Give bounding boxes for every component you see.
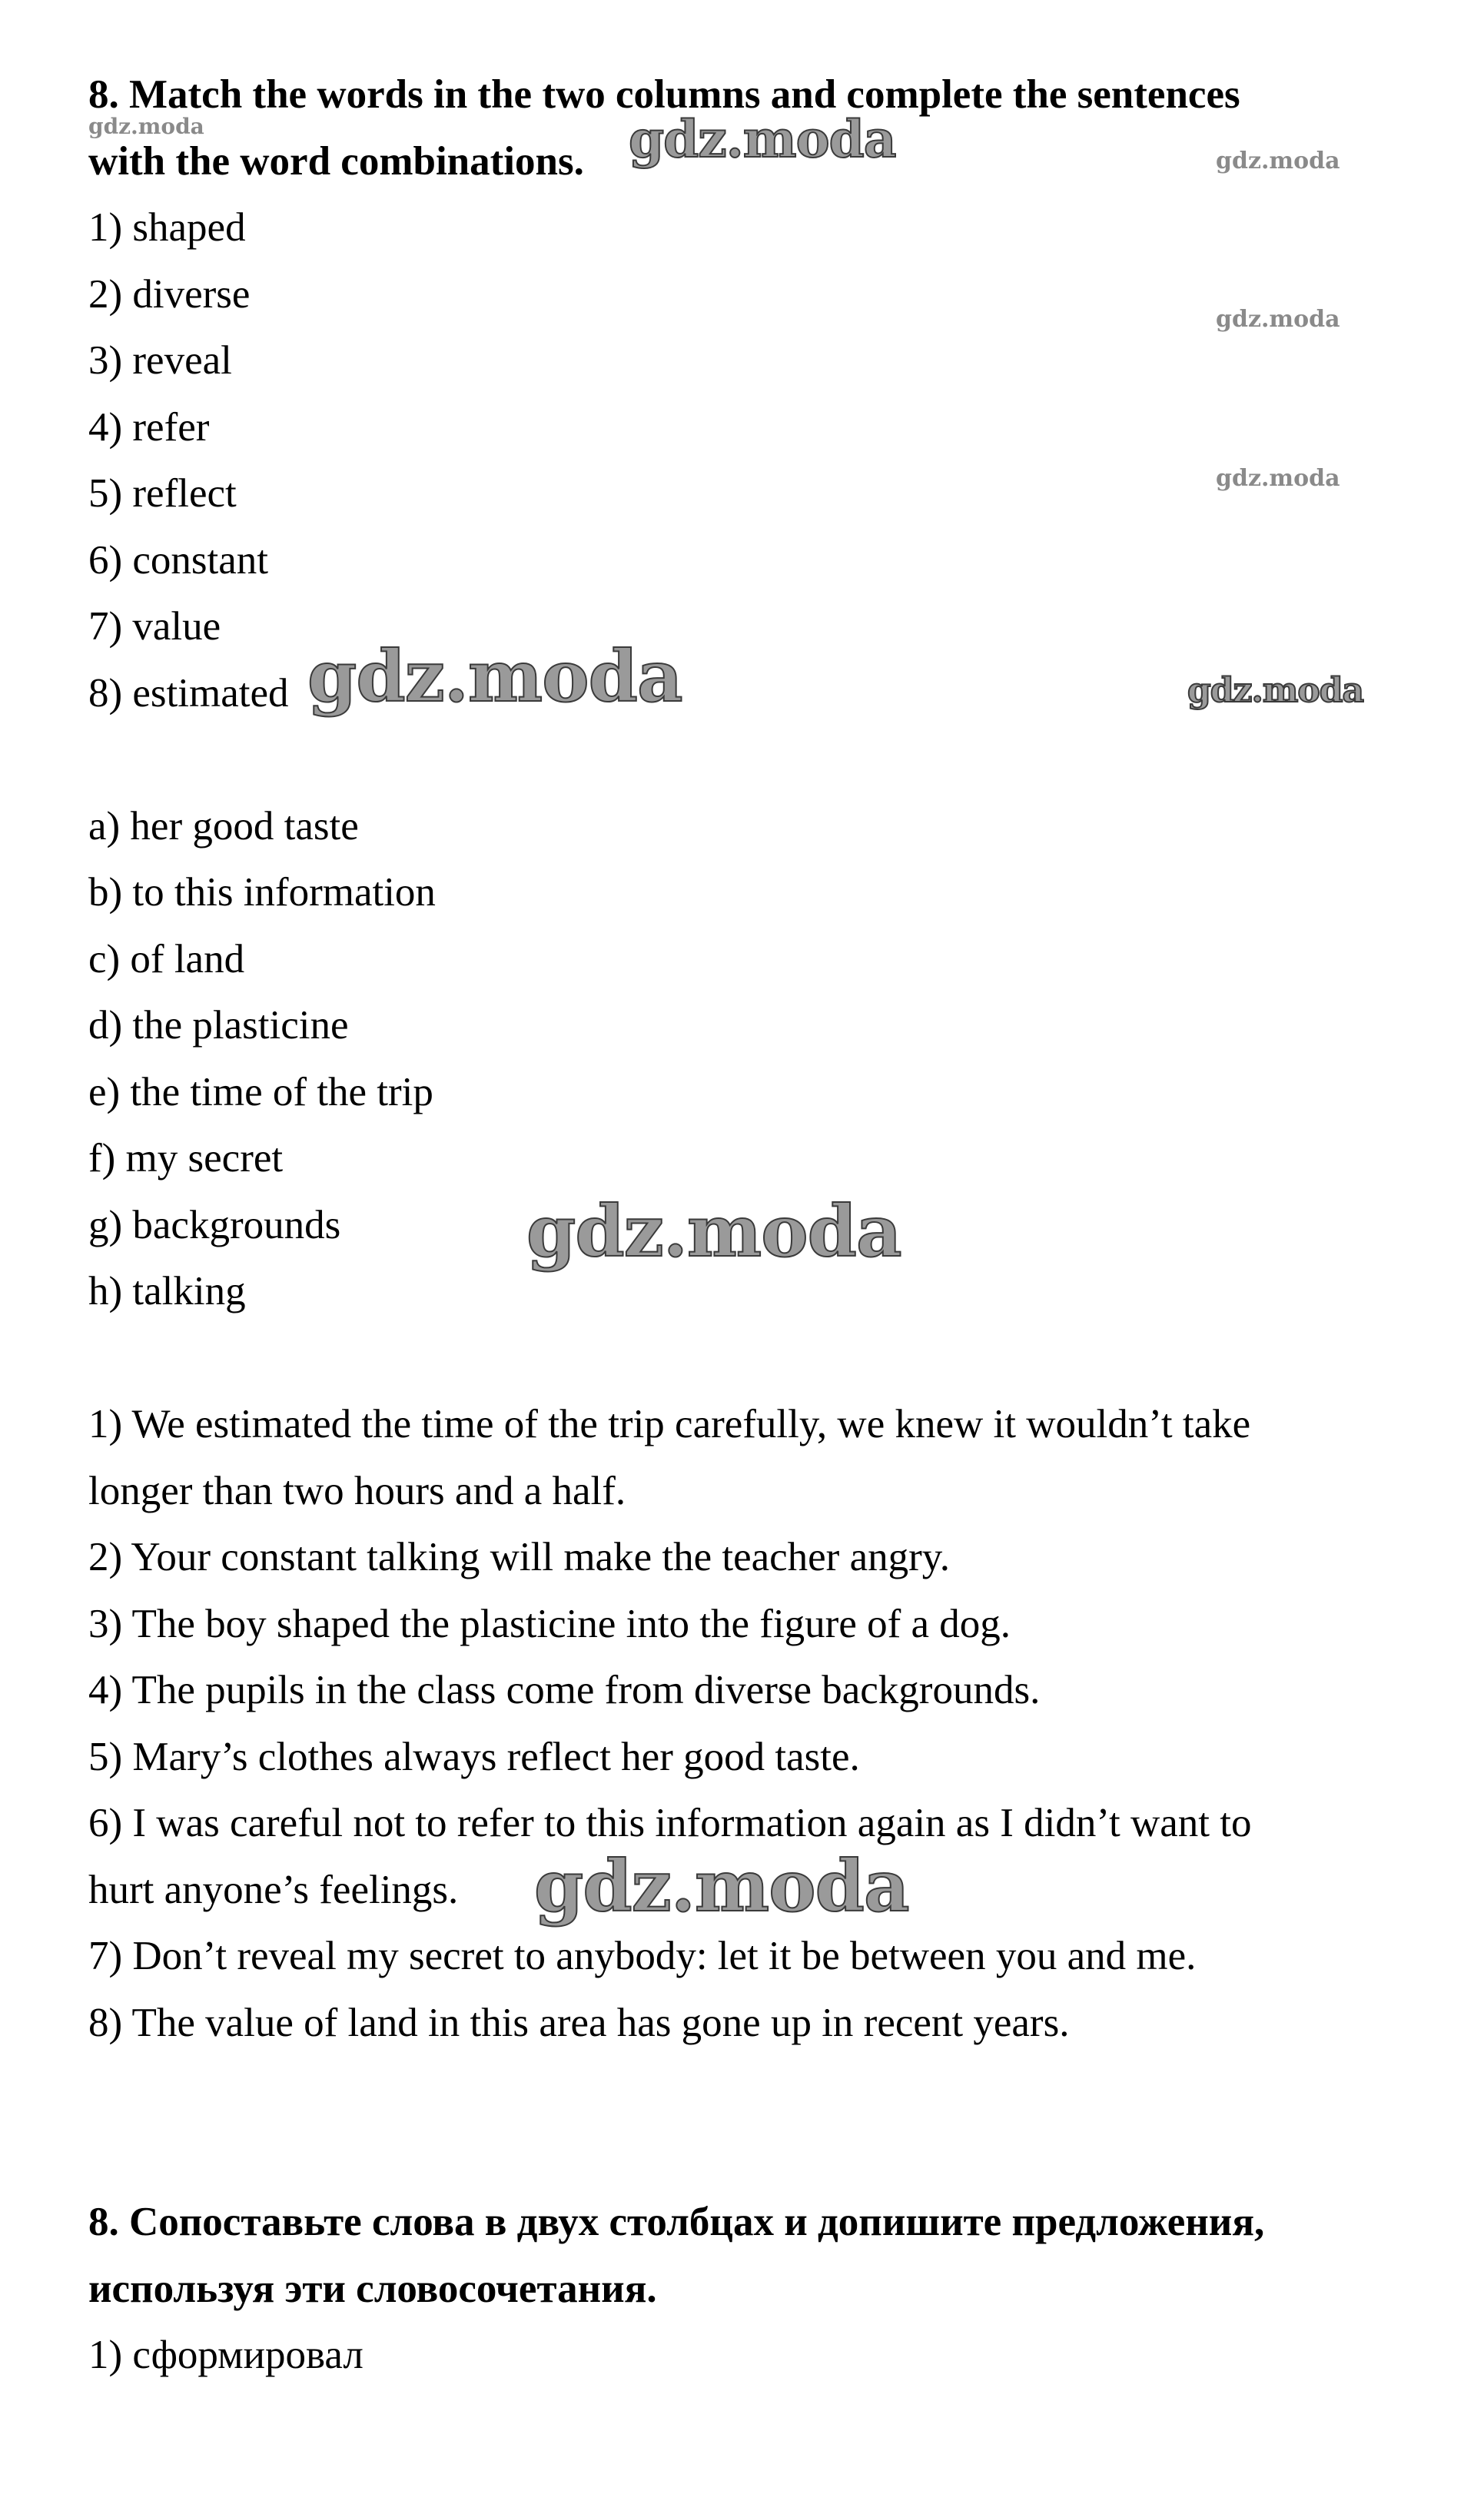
sentence-line: 4) The pupils in the class come from diverse backgrounds. [88, 1668, 1041, 1712]
watermark-text: gdz.moda [629, 109, 896, 169]
task-ru [88, 2189, 1410, 2389]
sentence-line: 8) The value of land in this area has gone up in recent years. [88, 2000, 1070, 2045]
list-item: g) backgrounds [88, 1202, 341, 1247]
list-item: 1) shaped [88, 205, 246, 250]
task-title-en-line1: 8. Match the words in the two columns and complete the sentences [88, 72, 1240, 117]
watermark-text: gdz.moda [1187, 671, 1364, 710]
task-title-en-line2: with the word combinations. [88, 138, 584, 184]
sentence-line: 2) Your constant talking will make the teacher angry. [88, 1535, 951, 1579]
word-column-1 [88, 194, 1410, 726]
sentence-line: hurt anyone’s feelings. [88, 1867, 459, 1912]
spacer [88, 2056, 1410, 2189]
list-item: f) my secret [88, 1136, 284, 1181]
list-item: a) her good taste [88, 803, 359, 849]
list-item: e) the time of the trip [88, 1069, 433, 1114]
list-item: 2) diverse [88, 271, 251, 317]
sentence-line: 3) The boy shaped the plasticine into the figure of a dog. [88, 1601, 1011, 1646]
watermark-text: gdz.moda [534, 1845, 909, 1928]
list-item: d) the plasticine [88, 1003, 349, 1048]
watermark-text: gdz.moda [1216, 465, 1340, 492]
list-item: c) of land [88, 936, 245, 981]
task-title-ru-line1: 8. Сопоставьте слова в двух столбцах и допишите предложения, [88, 2200, 1265, 2244]
list-item: 5) reflect [88, 471, 237, 516]
watermark-text: gdz.moda [526, 1190, 901, 1273]
watermark-text: gdz.moda [1216, 148, 1340, 174]
list-item: 4) refer [88, 404, 210, 450]
sentence-line: longer than two hours and a half. [88, 1468, 626, 1513]
spacer [88, 1325, 1410, 1392]
list-item: 1) сформировал [88, 2333, 364, 2377]
list-item: b) to this information [88, 870, 436, 915]
sentence-line: 7) Don’t reveal my secret to anybody: let it be between you and me. [88, 1934, 1197, 1978]
watermark-text: gdz.moda [1216, 306, 1340, 333]
list-item: 6) constant [88, 537, 269, 583]
sentence-line: 1) We estimated the time of the trip carefully, we knew it wouldn’t take [88, 1402, 1251, 1446]
answer-sentences [88, 1391, 1410, 2056]
list-item: 8) estimated [88, 670, 289, 716]
sentence-line: 6) I was careful not to refer to this information again as I didn’t want to [88, 1801, 1252, 1845]
list-item: 3) reveal [88, 338, 232, 383]
watermark-text: gdz.moda [88, 114, 204, 139]
list-item: 7) value [88, 604, 221, 649]
task-title-ru-line2: используя эти словосочетания. [88, 2266, 657, 2311]
sentence-line: 5) Mary’s clothes always reflect her good taste. [88, 1734, 860, 1779]
watermark-text: gdz.moda [307, 635, 682, 718]
list-item: h) talking [88, 1269, 246, 1313]
spacer [88, 726, 1410, 793]
